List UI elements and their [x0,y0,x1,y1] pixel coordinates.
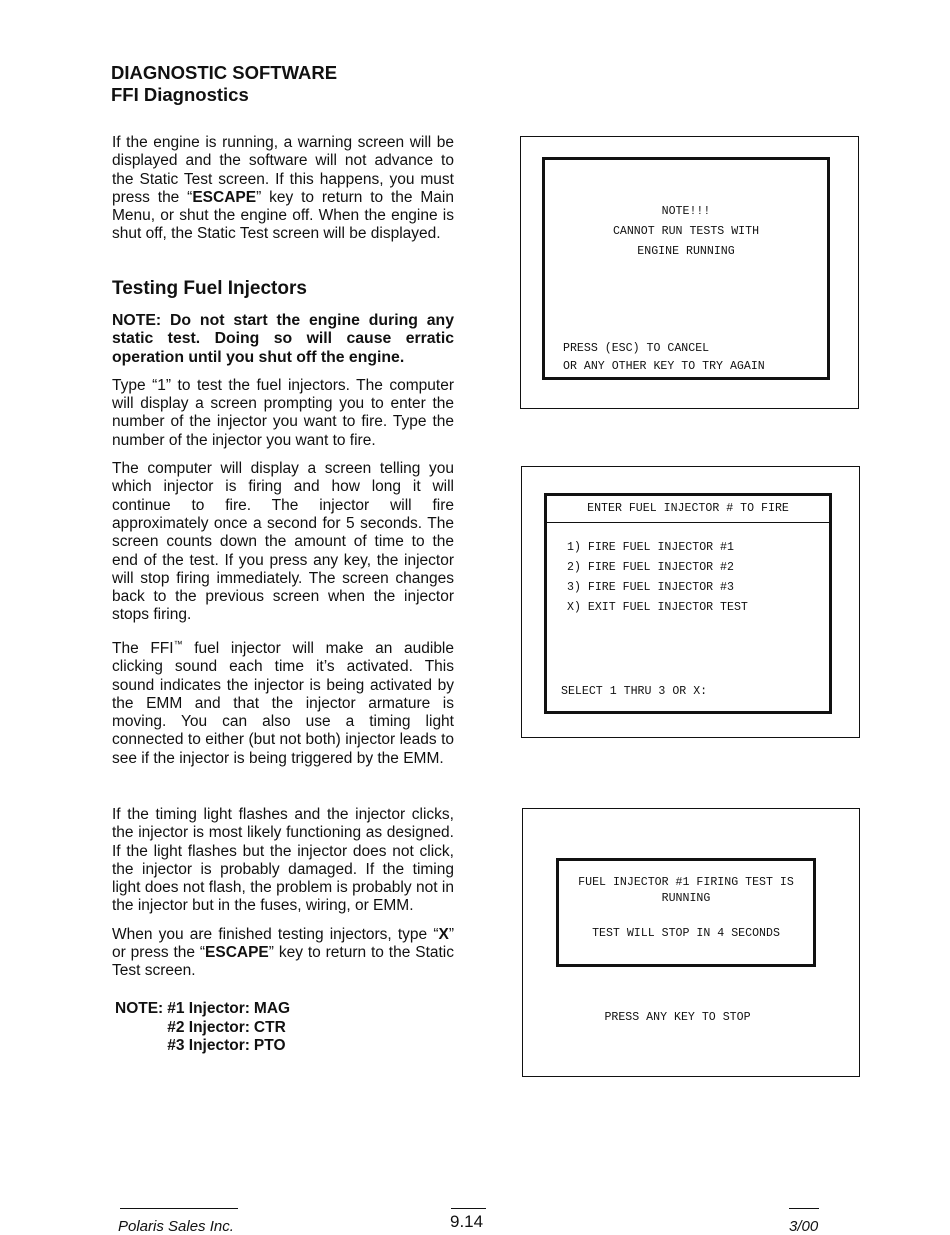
menu-item: 3) FIRE FUEL INJECTOR #3 [567,581,734,594]
footer-company: Polaris Sales Inc. [118,1218,234,1235]
header-title: DIAGNOSTIC SOFTWARE [111,62,338,83]
x-key-label: X [438,925,449,943]
menu-options [567,538,748,618]
injector-name: #2 Injector: [167,1018,250,1036]
menu-item: 1) FIRE FUEL INJECTOR #1 [567,541,734,554]
header-subtitle: FFI Diagnostics [111,84,249,105]
section-body-2 [112,806,454,981]
footer-rule-left [120,1208,238,1209]
paragraph-firing: The computer will display a screen telling you which injector is firing and how long it will continue to fire. The injector will fire approximately once a second for 5 seconds. The screen counts down the amount of time to the end of the test. If you press any key, the injector will stop firing immediately. The screen changes back to the previous screen when the injector stops firing. [112,460,454,624]
footer-rule-center [451,1208,486,1209]
paragraph-type-1: Type “1” to test the fuel injectors. The computer will display a screen prompting you to enter the number of the injector you want to fire. Type the number of the injector you want to fire. [112,376,454,449]
injector-name: #3 Injector: [167,1037,250,1054]
section-body [112,312,454,768]
injector-name: #1 Injector: [167,1000,250,1017]
menu-prompt: SELECT 1 THRU 3 OR X: [561,685,708,698]
screen-warning [542,157,830,380]
footer-rule-right [789,1208,819,1209]
trademark-symbol: ™ [173,638,183,649]
page-header [111,62,337,106]
paragraph-clicking: The FFI™ fuel injector will make an audible clicking sound each time it’s activated. This sound indicates the injector is being activated by the EMM and that the injector armature is moving. You can also use a timing light connected to either (but not both) injector leads to see if the injector is being triggered by the EMM. [112,638,455,767]
firing-countdown: TEST WILL STOP IN 4 SECONDS [592,927,780,940]
menu-item: X) EXIT FUEL INJECTOR TEST [567,601,748,614]
escape-key-label: ESCAPE [192,188,257,206]
screen-firing [556,858,816,967]
footer-date: 3/00 [789,1218,819,1235]
page-number: 9.14 [450,1212,484,1231]
injector-note [115,1000,294,1056]
menu-item: 2) FIRE FUEL INJECTOR #2 [567,561,734,574]
screen-firing-frame [522,808,860,1077]
injector-note-label: NOTE: [115,1000,164,1017]
warning-message: NOTE!!! CANNOT RUN TESTS WITH ENGINE RUNNING [612,205,760,258]
paragraph-finish: When you are finished testing injectors, type “X” or press the “ESCAPE” key to return to the Static Test screen. [112,925,454,980]
injector-value: MAG [253,1000,291,1017]
screen-warning-frame [520,136,859,409]
screen-menu [544,493,832,714]
intro-paragraph: If the engine is running, a warning screen will be displayed and the software will not advance to the Static Test screen. If this happens, you must press the “ESCAPE” key to return to the Main Menu, or shut the engine off. When the engine is shut off, the Static Test screen will be displayed. [112,134,454,243]
injector-value: CTR [253,1018,286,1036]
firing-stop-instruction: PRESS ANY KEY TO STOP [604,1011,751,1024]
menu-title: ENTER FUEL INJECTOR # TO FIRE [547,496,829,523]
section-title: Testing Fuel Injectors [112,278,307,299]
escape-key-label-2: ESCAPE [205,944,269,962]
firing-status: FUEL INJECTOR #1 FIRING TEST IS RUNNING [578,876,794,905]
warning-instructions: PRESS (ESC) TO CANCEL OR ANY OTHER KEY TO TRY AGAIN [563,342,765,373]
screen-menu-frame [521,466,860,738]
paragraph-timing-light: If the timing light flashes and the injector clicks, the injector is most likely functioning as designed. If the light flashes but the injector does not click, the injector is probably damaged. If the timing light does not flash, the problem is probably not in the injector but in the fuses, wiring, or EMM. [112,806,454,915]
injector-value: PTO [253,1037,286,1054]
warning-note: NOTE: Do not start the engine during any static test. Doing so will cause erratic operation until you shut off the engine. [112,312,454,366]
